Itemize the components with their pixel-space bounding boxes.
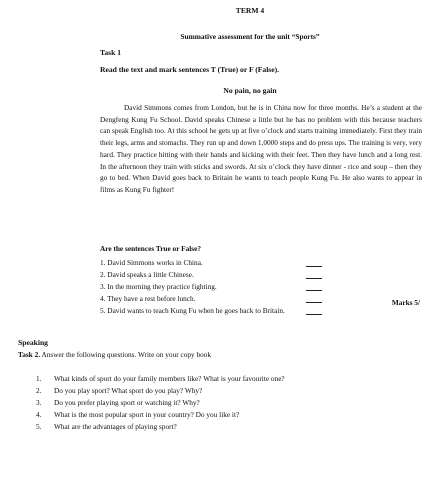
passage-title: No pain, no gain <box>223 86 277 95</box>
answer-blank <box>306 278 322 279</box>
task1-instruction: Read the text and mark sentences T (True) or F (False). <box>100 65 280 74</box>
answer-blank <box>306 266 322 267</box>
questions-heading: Are the sentences True or False? <box>100 244 201 253</box>
answer-blank <box>306 314 322 315</box>
question-number: 2. <box>36 386 42 395</box>
question-text: What are the advantages of playing sport? <box>54 422 177 431</box>
task2-instruction <box>18 350 211 359</box>
tf-question-text: 2. David speaks a little Chinese. <box>100 270 194 279</box>
tf-question <box>100 258 322 270</box>
tf-question-text: 5. David wants to teach Kung Fu when he goes back to Britain. <box>100 306 285 315</box>
answer-blank <box>306 290 322 291</box>
tf-question-text: 4. They have a rest before lunch. <box>100 294 196 303</box>
assessment-subtitle: Summative assessment for the unit “Sports” <box>180 32 320 41</box>
speaking-heading: Speaking <box>18 338 48 347</box>
reading-passage: David Simmons comes from London, but he is in China now for three months. He’s a student at the Dengfeng Kung Fu School. David speaks Chinese a little but he has no problem with this because teachers can speak English too. At this school he gets up at five o’clock and starts training immediately. First they train their legs, arms and stomachs. They run up and down 1,0000 steps and do press ups. The training is very, very hard. They practice hitting with their hands and kicking with their feet. Then they have lunch and a long rest. In the afternoon they train with sticks and swords. At six o’clock they have dinner - rice and soup – then they go to bed. When David goes back to Britain he wants to teach people Kung Fu. He also wants to appear in films as Kung Fu fighter! <box>100 103 422 194</box>
task1-label: Task 1 <box>100 48 122 57</box>
task2-label: Task 2. <box>18 350 41 359</box>
tf-question <box>100 282 322 294</box>
task2-text: Answer the following questions. Write on your copy book <box>40 350 212 359</box>
term-heading: TERM 4 <box>235 6 265 15</box>
question-text: What kinds of sport do your family members like? What is your favourite one? <box>54 374 285 383</box>
tf-question <box>100 270 322 282</box>
marks-label: Marks 5/ <box>391 298 420 307</box>
tf-question-text: 1. David Simmons works in China. <box>100 258 203 267</box>
question-number: 4. <box>36 410 42 419</box>
question-number: 5. <box>36 422 42 431</box>
speaking-question <box>36 374 285 383</box>
question-text: Do you play sport? What sport do you play? Why? <box>54 386 203 395</box>
speaking-question <box>36 410 239 419</box>
speaking-question <box>36 398 200 407</box>
tf-question <box>100 294 322 306</box>
tf-question-text: 3. In the morning they practice fighting. <box>100 282 217 291</box>
answer-blank <box>306 302 322 303</box>
question-number: 3. <box>36 398 42 407</box>
tf-question <box>100 306 322 318</box>
speaking-question <box>36 422 177 431</box>
question-number: 1. <box>36 374 42 383</box>
question-text: Do you prefer playing sport or watching it? Why? <box>54 398 200 407</box>
question-text: What is the most popular sport in your country? Do you like it? <box>54 410 240 419</box>
speaking-question <box>36 386 202 395</box>
